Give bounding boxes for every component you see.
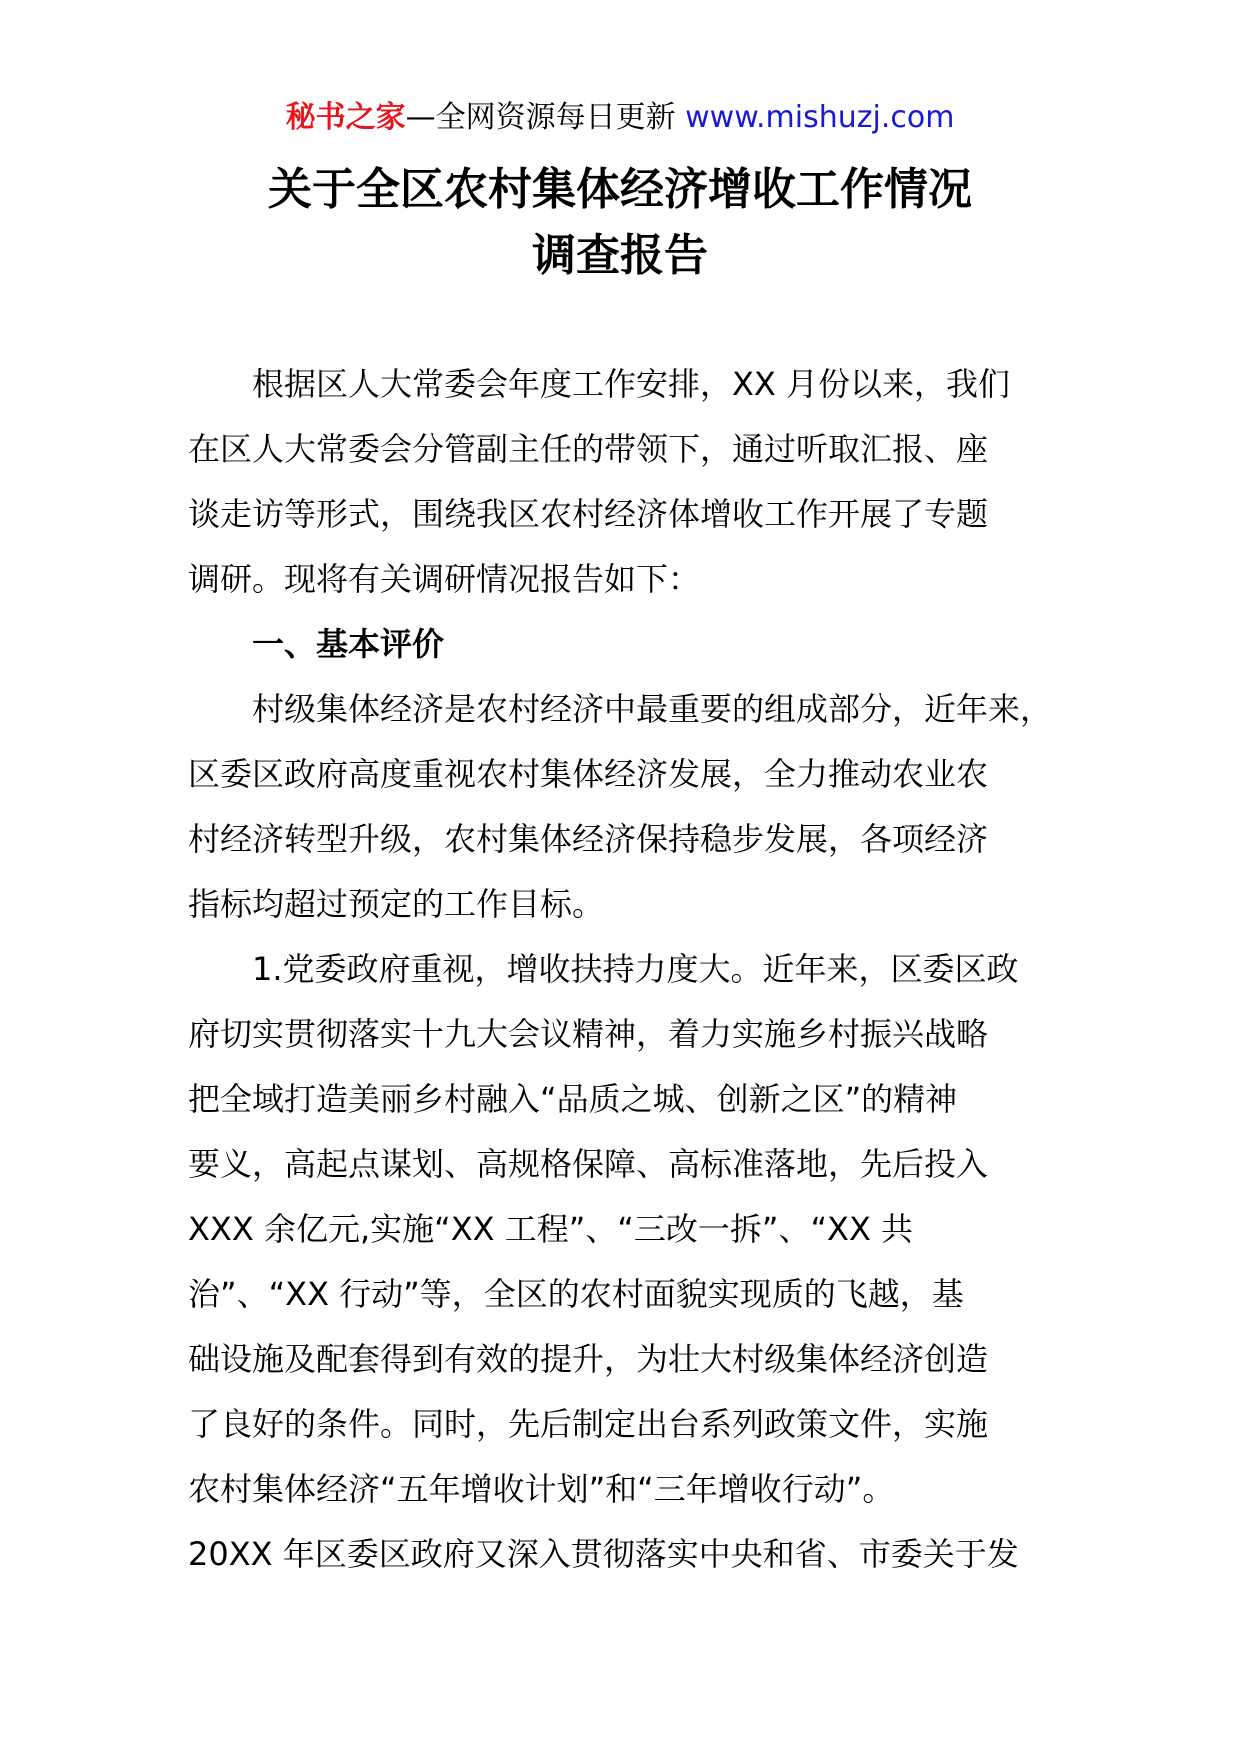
body-line: 农村集体经济“五年增收计划”和“三年增收行动”。 — [188, 1470, 895, 1508]
body-line: 治”、“XX 行动”等，全区的农村面貌实现质的飞越，基 — [188, 1275, 964, 1313]
body-line: 根据区人大常委会年度工作安排，XX 月份以来，我们 — [188, 365, 1011, 403]
body-line: 了良好的条件。同时，先后制定出台系列政策文件，实施 — [188, 1405, 989, 1443]
body-line: 20XX 年区委区政府又深入贯彻落实中央和省、市委关于发 — [188, 1535, 1019, 1573]
body-line: 1.党委政府重视，增收扶持力度大。近年来，区委区政 — [188, 950, 1019, 988]
body-line: 础设施及配套得到有效的提升，为壮大村级集体经济创造 — [188, 1340, 989, 1378]
section-heading: 一、基本评价 — [188, 625, 445, 663]
body-line: 谈走访等形式，围绕我区农村经济体增收工作开展了专题 — [188, 495, 989, 533]
body-line: 把全域打造美丽乡村融入“品质之城、创新之区”的精神 — [188, 1080, 958, 1118]
body-line: 村经济转型升级，农村集体经济保持稳步发展，各项经济 — [188, 820, 989, 858]
header-slogan: —全网资源每日更新 — [405, 100, 676, 135]
body-line: 府切实贯彻落实十九大会议精神，着力实施乡村振兴战略 — [188, 1015, 989, 1053]
document-title-line-1: 关于全区农村集体经济增收工作情况 — [268, 164, 972, 215]
body-line: 要义，高起点谋划、高规格保障、高标准落地，先后投入 — [188, 1145, 989, 1183]
document-title-line-2: 调查报告 — [532, 230, 708, 281]
body-line: 村级集体经济是农村经济中最重要的组成部分，近年来， — [188, 690, 1053, 728]
watermark-header — [0, 98, 1240, 138]
document-body — [188, 352, 1088, 1587]
header-brand: 秘书之家 — [285, 100, 406, 135]
body-line: 指标均超过预定的工作目标。 — [188, 885, 605, 923]
header-url-link[interactable]: www.mishuzj.com — [685, 100, 955, 135]
body-line: 调研。现将有关调研情况报告如下： — [188, 560, 701, 598]
body-line: 在区人大常委会分管副主任的带领下，通过听取汇报、座 — [188, 430, 989, 468]
body-line: XXX 余亿元,实施“XX 工程”、“三改一拆”、“XX 共 — [188, 1210, 914, 1248]
body-line: 区委区政府高度重视农村集体经济发展，全力推动农业农 — [188, 755, 989, 793]
